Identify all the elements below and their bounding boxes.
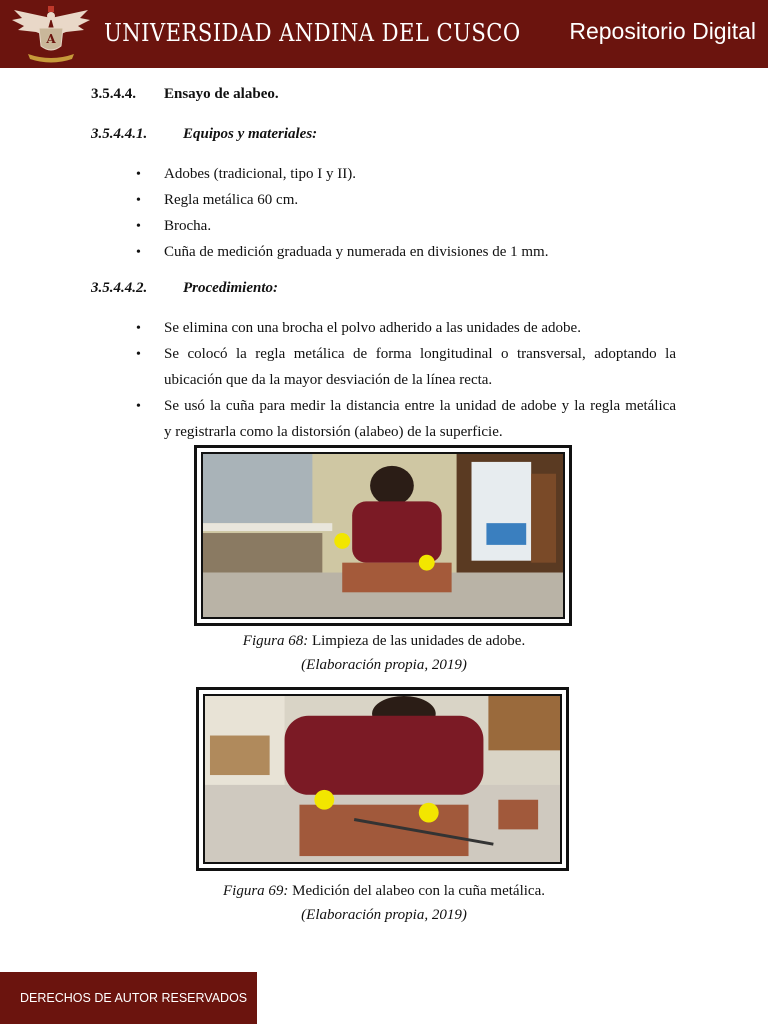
figure-description: Medición del alabeo con la cuña metálica.	[292, 883, 545, 899]
footer-bar	[0, 972, 257, 1024]
university-name: UNIVERSIDAD ANDINA DEL CUSCO	[104, 19, 521, 47]
bullet-icon: •	[136, 399, 141, 414]
bullet-icon: •	[136, 167, 141, 182]
figure-label: Figura 68:	[242, 633, 309, 649]
figure-68-photo	[194, 445, 572, 626]
figure-label: Figura 69:	[223, 883, 289, 899]
figure-description: Limpieza de las unidades de adobe.	[311, 633, 526, 649]
figure-68-source: (Elaboración propia, 2019)	[301, 657, 467, 673]
subsection-equipment-title: Equipos y materiales:	[183, 126, 318, 142]
svg-text:A: A	[46, 32, 56, 46]
list-item: Adobes (tradicional, tipo I y II).	[164, 166, 357, 182]
subsection-equipment-number: 3.5.4.4.1.	[91, 126, 148, 142]
figure-68-caption	[0, 633, 768, 650]
lab-cleaning-photo	[203, 454, 563, 617]
eagle-crest-logo	[8, 4, 94, 64]
header-bar	[0, 0, 768, 68]
list-item: Se colocó la regla metálica de forma longitudinal o transversal, adoptando la	[164, 346, 676, 362]
section-number: 3.5.4.4.	[91, 86, 136, 102]
subsection-procedure-title: Procedimiento:	[183, 280, 278, 296]
bullet-icon: •	[136, 321, 141, 336]
lab-measuring-photo	[205, 696, 560, 862]
section-title: Ensayo de alabeo.	[164, 86, 279, 102]
copyright-notice: DERECHOS DE AUTOR RESERVADOS	[20, 991, 248, 1005]
bullet-icon: •	[136, 193, 141, 208]
list-item: Regla metálica 60 cm.	[164, 192, 299, 208]
bullet-icon: •	[136, 245, 141, 260]
figure-69-source: (Elaboración propia, 2019)	[301, 907, 467, 923]
bullet-icon: •	[136, 347, 141, 362]
subsection-procedure-number: 3.5.4.4.2.	[91, 280, 148, 296]
figure-69-caption	[0, 883, 768, 900]
repository-title: Repositorio Digital	[569, 18, 756, 44]
list-item-continuation: ubicación que da la mayor desviación de la línea recta.	[164, 372, 493, 388]
list-item: Se usó la cuña para medir la distancia entre la unidad de adobe y la regla metálica	[164, 398, 676, 414]
list-item-continuation: y registrarla como la distorsión (alabeo) de la superficie.	[164, 424, 503, 440]
list-item: Se elimina con una brocha el polvo adherido a las unidades de adobe.	[164, 320, 581, 336]
list-item: Cuña de medición graduada y numerada en divisiones de 1 mm.	[164, 244, 549, 260]
figure-69-photo	[196, 687, 569, 871]
bullet-icon: •	[136, 219, 141, 234]
list-item: Brocha.	[164, 218, 212, 234]
